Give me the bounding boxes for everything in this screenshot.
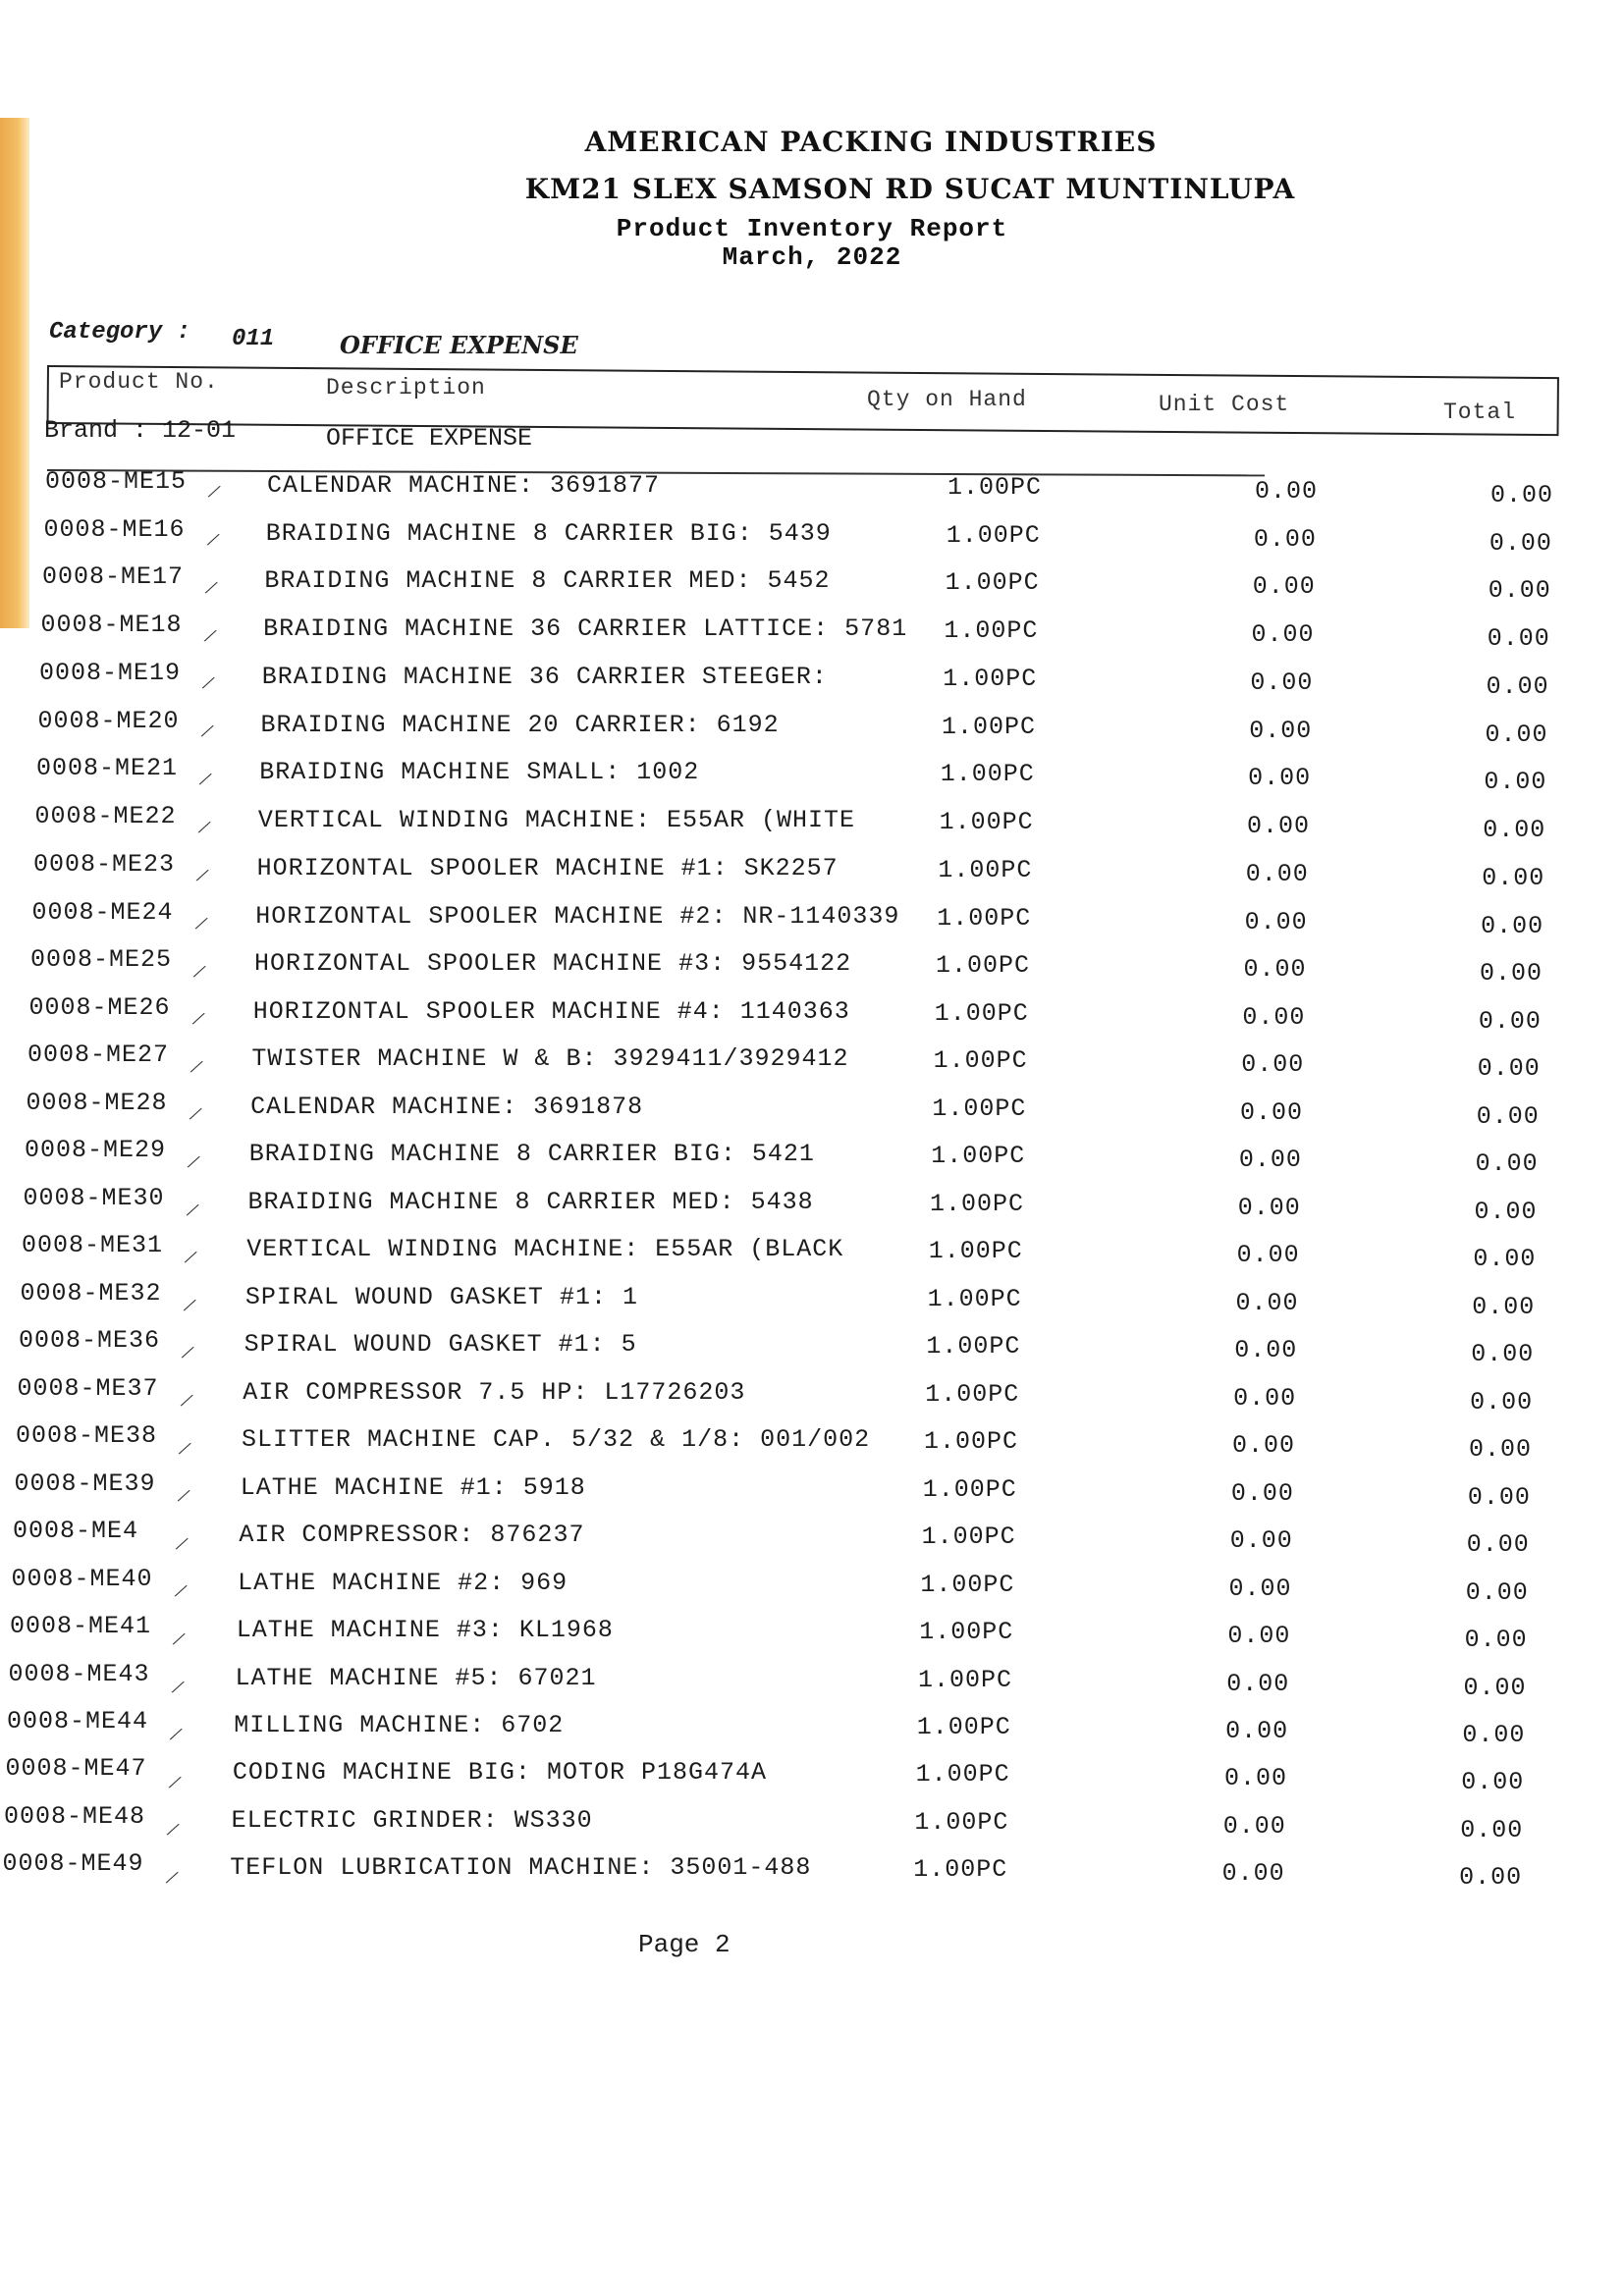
total-cell: 0.00 [1474, 1197, 1538, 1226]
checkmark-icon: ⁄ [186, 1054, 208, 1083]
unit-cost-cell: 0.00 [1221, 1859, 1285, 1889]
unit-cost-cell: 0.00 [1228, 1574, 1292, 1603]
qty-on-hand-cell: 1.00PC [913, 1855, 1008, 1885]
product-no-cell: 0008-ME20 [37, 706, 180, 735]
checkmark-icon: ⁄ [200, 575, 223, 604]
table-row [0, 945, 1624, 990]
total-cell: 0.00 [1467, 1482, 1531, 1512]
description-cell: HORIZONTAL SPOOLER MACHINE #2: NR-1140339 [255, 901, 900, 931]
category-name: OFFICE EXPENSE [340, 331, 578, 359]
description-cell: HORIZONTAL SPOOLER MACHINE #4: 1140363 [252, 996, 850, 1026]
unit-cost-cell: 0.00 [1226, 1669, 1290, 1698]
description-cell: BRAIDING MACHINE 8 CARRIER BIG: 5439 [265, 518, 832, 548]
checkmark-icon: ⁄ [201, 527, 224, 556]
qty-on-hand-cell: 1.00PC [942, 712, 1037, 741]
qty-on-hand-cell: 1.00PC [925, 1379, 1020, 1409]
unit-cost-cell: 0.00 [1240, 1097, 1304, 1127]
table-row [0, 706, 1624, 750]
qty-on-hand-cell: 1.00PC [921, 1522, 1016, 1552]
unit-cost-cell: 0.00 [1249, 716, 1313, 745]
category-code: 011 [232, 326, 275, 352]
total-cell: 0.00 [1470, 1387, 1534, 1416]
product-no-cell: 0008-ME17 [42, 562, 185, 592]
product-no-cell: 0008-ME49 [2, 1849, 144, 1879]
product-no-cell: 0008-ME36 [19, 1326, 161, 1356]
product-no-cell: 0008-ME37 [17, 1373, 159, 1403]
table-row [0, 1517, 1624, 1563]
description-cell: MILLING MACHINE: 6702 [234, 1710, 565, 1739]
unit-cost-cell: 0.00 [1246, 812, 1310, 841]
checkmark-icon: ⁄ [162, 1817, 185, 1845]
description-cell: SPIRAL WOUND GASKET #1: 1 [244, 1282, 638, 1311]
table-row [0, 1468, 1624, 1515]
description-cell: VERTICAL WINDING MACHINE: E55AR (WHITE [257, 806, 855, 835]
product-no-cell: 0008-ME16 [43, 514, 186, 544]
total-cell: 0.00 [1482, 863, 1545, 892]
product-no-cell: 0008-ME28 [26, 1088, 168, 1117]
description-cell: TEFLON LUBRICATION MACHINE: 35001-488 [230, 1853, 812, 1883]
checkmark-icon: ⁄ [198, 622, 221, 652]
total-cell: 0.00 [1476, 1101, 1540, 1131]
checkmark-icon: ⁄ [180, 1245, 202, 1273]
unit-cost-cell: 0.00 [1227, 1622, 1291, 1650]
table-row [0, 1849, 1624, 1896]
table-row [0, 1278, 1624, 1324]
column-header-box [47, 365, 1559, 436]
description-cell: BRAIDING MACHINE 36 CARRIER STEEGER: [261, 662, 828, 691]
table-row [0, 1612, 1624, 1658]
total-cell: 0.00 [1465, 1577, 1529, 1607]
column-header-qty-on-hand: Qty on Hand [867, 387, 1027, 412]
table-row [0, 992, 1624, 1038]
description-cell: BRAIDING MACHINE 20 CARRIER: 6192 [260, 710, 780, 739]
column-header-description: Description [326, 375, 486, 400]
unit-cost-cell: 0.00 [1244, 907, 1308, 936]
unit-cost-cell: 0.00 [1253, 524, 1317, 554]
checkmark-icon: ⁄ [163, 1770, 186, 1798]
checkmark-icon: ⁄ [189, 958, 211, 988]
product-no-cell: 0008-ME30 [23, 1183, 165, 1212]
table-row [0, 562, 1624, 607]
checkmark-icon: ⁄ [160, 1865, 183, 1894]
brand-name: OFFICE EXPENSE [326, 424, 533, 453]
report-date: March, 2022 [722, 242, 902, 272]
product-no-cell: 0008-ME4 [13, 1517, 139, 1546]
table-row [0, 1136, 1624, 1181]
qty-on-hand-cell: 1.00PC [934, 998, 1029, 1028]
qty-on-hand-cell: 1.00PC [931, 1142, 1026, 1171]
product-no-cell: 0008-ME31 [22, 1231, 164, 1260]
qty-on-hand-cell: 1.00PC [926, 1332, 1021, 1362]
table-row [0, 1088, 1624, 1133]
checkmark-icon: ⁄ [178, 1293, 200, 1321]
table-row [0, 1754, 1624, 1801]
product-no-cell: 0008-ME43 [8, 1659, 150, 1688]
product-no-cell: 0008-ME18 [40, 611, 183, 640]
unit-cost-cell: 0.00 [1238, 1146, 1302, 1175]
qty-on-hand-cell: 1.00PC [936, 951, 1031, 981]
total-cell: 0.00 [1489, 528, 1552, 558]
table-row [0, 658, 1624, 702]
product-no-cell: 0008-ME41 [10, 1612, 152, 1641]
unit-cost-cell: 0.00 [1255, 477, 1319, 506]
total-cell: 0.00 [1484, 768, 1547, 797]
checkmark-icon: ⁄ [187, 1006, 209, 1035]
checkmark-icon: ⁄ [191, 863, 214, 891]
checkmark-icon: ⁄ [192, 815, 215, 843]
table-row [0, 467, 1624, 510]
unit-cost-cell: 0.00 [1234, 1336, 1298, 1365]
table-row [0, 802, 1624, 846]
description-cell: HORIZONTAL SPOOLER MACHINE #3: 9554122 [254, 949, 852, 979]
checkmark-icon: ⁄ [172, 1483, 194, 1512]
company-name: AMERICAN PACKING INDUSTRIES [584, 126, 1158, 158]
total-cell: 0.00 [1459, 1863, 1523, 1893]
unit-cost-cell: 0.00 [1229, 1526, 1293, 1556]
qty-on-hand-cell: 1.00PC [914, 1807, 1009, 1837]
total-cell: 0.00 [1462, 1720, 1526, 1749]
checkmark-icon: ⁄ [183, 1149, 205, 1178]
table-row [0, 1326, 1624, 1371]
qty-on-hand-cell: 1.00PC [933, 1046, 1028, 1076]
table-row [0, 849, 1624, 894]
column-header-unit-cost: Unit Cost [1159, 392, 1290, 417]
table-row [0, 1421, 1624, 1468]
description-cell: BRAIDING MACHINE 8 CARRIER MED: 5452 [264, 566, 831, 596]
total-cell: 0.00 [1475, 1149, 1539, 1179]
unit-cost-cell: 0.00 [1241, 1050, 1305, 1080]
total-cell: 0.00 [1487, 624, 1550, 654]
checkmark-icon: ⁄ [177, 1340, 199, 1368]
qty-on-hand-cell: 1.00PC [945, 568, 1040, 598]
checkmark-icon: ⁄ [197, 670, 220, 700]
table-row [0, 1564, 1624, 1610]
qty-on-hand-cell: 1.00PC [924, 1427, 1019, 1457]
qty-on-hand-cell: 1.00PC [944, 616, 1039, 646]
description-cell: AIR COMPRESSOR: 876237 [239, 1521, 585, 1550]
checkmark-icon: ⁄ [189, 910, 212, 939]
total-cell: 0.00 [1471, 1340, 1535, 1369]
table-row [0, 1041, 1624, 1086]
qty-on-hand-cell: 1.00PC [932, 1094, 1027, 1123]
column-header-product-no: Product No. [59, 369, 219, 395]
category-label: Category : [49, 319, 191, 346]
total-cell: 0.00 [1464, 1626, 1528, 1654]
qty-on-hand-cell: 1.00PC [939, 808, 1034, 837]
unit-cost-cell: 0.00 [1251, 620, 1315, 650]
description-cell: BRAIDING MACHINE 8 CARRIER BIG: 5421 [248, 1140, 815, 1169]
total-cell: 0.00 [1460, 1815, 1524, 1844]
product-no-cell: 0008-ME25 [30, 945, 173, 975]
product-no-cell: 0008-ME26 [28, 992, 171, 1022]
product-no-cell: 0008-ME48 [4, 1801, 146, 1831]
description-cell: VERTICAL WINDING MACHINE: E55AR (BLACK [246, 1235, 844, 1264]
checkmark-icon: ⁄ [169, 1578, 191, 1607]
total-cell: 0.00 [1485, 720, 1548, 749]
table-row [0, 1231, 1624, 1276]
description-cell: BRAIDING MACHINE SMALL: 1002 [259, 758, 700, 787]
total-cell: 0.00 [1469, 1435, 1533, 1465]
description-cell: AIR COMPRESSOR 7.5 HP: L17726203 [243, 1377, 746, 1407]
unit-cost-cell: 0.00 [1232, 1431, 1296, 1461]
total-cell: 0.00 [1490, 481, 1554, 509]
unit-cost-cell: 0.00 [1223, 1764, 1287, 1793]
checkmark-icon: ⁄ [181, 1197, 203, 1226]
qty-on-hand-cell: 1.00PC [938, 855, 1033, 884]
product-no-cell: 0008-ME44 [7, 1706, 149, 1735]
qty-on-hand-cell: 1.00PC [947, 473, 1043, 502]
table-row [0, 1183, 1624, 1229]
description-cell: BRAIDING MACHINE 36 CARRIER LATTICE: 5781 [263, 614, 908, 644]
qty-on-hand-cell: 1.00PC [916, 1712, 1011, 1741]
product-no-cell: 0008-ME19 [39, 658, 182, 687]
checkmark-icon: ⁄ [168, 1627, 190, 1655]
company-address: KM21 SLEX SAMSON RD SUCAT MUNTINLUPA [524, 173, 1296, 205]
total-cell: 0.00 [1477, 1054, 1541, 1084]
qty-on-hand-cell: 1.00PC [937, 903, 1032, 933]
qty-on-hand-cell: 1.00PC [943, 664, 1038, 693]
checkmark-icon: ⁄ [175, 1388, 197, 1416]
description-cell: CALENDAR MACHINE: 3691877 [267, 471, 661, 500]
report-title: Product Inventory Report [616, 214, 1008, 243]
description-cell: LATHE MACHINE #3: KL1968 [236, 1616, 614, 1645]
brand-label: Brand : 12-01 [44, 416, 237, 445]
description-cell: SLITTER MACHINE CAP. 5/32 & 1/8: 001/002 [242, 1425, 871, 1455]
checkmark-icon: ⁄ [184, 1101, 206, 1130]
checkmark-icon: ⁄ [165, 1722, 188, 1750]
product-no-cell: 0008-ME27 [27, 1041, 170, 1070]
qty-on-hand-cell: 1.00PC [940, 760, 1035, 789]
product-no-cell: 0008-ME40 [11, 1564, 153, 1593]
unit-cost-cell: 0.00 [1245, 859, 1309, 888]
product-no-cell: 0008-ME24 [31, 897, 174, 927]
product-no-cell: 0008-ME22 [34, 802, 177, 831]
qty-on-hand-cell: 1.00PC [927, 1284, 1022, 1313]
total-cell: 0.00 [1481, 911, 1544, 940]
total-cell: 0.00 [1488, 576, 1551, 606]
product-no-cell: 0008-ME29 [25, 1136, 167, 1165]
total-cell: 0.00 [1472, 1292, 1536, 1321]
product-no-cell: 0008-ME39 [14, 1468, 156, 1498]
table-row [0, 514, 1624, 559]
unit-cost-cell: 0.00 [1236, 1241, 1300, 1270]
table-row [0, 754, 1624, 798]
checkmark-icon: ⁄ [174, 1435, 196, 1465]
description-cell: ELECTRIC GRINDER: WS330 [231, 1805, 593, 1835]
unit-cost-cell: 0.00 [1242, 1002, 1306, 1032]
table-row [0, 611, 1624, 655]
product-no-cell: 0008-ME38 [16, 1421, 158, 1451]
total-cell: 0.00 [1463, 1673, 1527, 1702]
description-cell: CODING MACHINE BIG: MOTOR P18G474A [232, 1758, 767, 1788]
unit-cost-cell: 0.00 [1225, 1716, 1289, 1745]
checkmark-icon: ⁄ [166, 1674, 189, 1703]
unit-cost-cell: 0.00 [1248, 764, 1312, 793]
description-cell: BRAIDING MACHINE 8 CARRIER MED: 5438 [247, 1187, 814, 1216]
unit-cost-cell: 0.00 [1243, 955, 1307, 985]
qty-on-hand-cell: 1.00PC [919, 1618, 1014, 1647]
total-cell: 0.00 [1473, 1245, 1537, 1274]
qty-on-hand-cell: 1.00PC [915, 1760, 1010, 1789]
table-row [0, 1706, 1624, 1753]
checkmark-icon: ⁄ [203, 479, 226, 507]
qty-on-hand-cell: 1.00PC [918, 1665, 1013, 1694]
unit-cost-cell: 0.00 [1252, 572, 1316, 602]
total-cell: 0.00 [1483, 816, 1546, 845]
description-cell: TWISTER MACHINE W & B: 3929411/3929412 [251, 1044, 849, 1074]
table-row [0, 1659, 1624, 1706]
table-row [0, 1801, 1624, 1848]
unit-cost-cell: 0.00 [1235, 1288, 1299, 1317]
unit-cost-cell: 0.00 [1237, 1193, 1301, 1222]
unit-cost-cell: 0.00 [1250, 667, 1314, 697]
checkmark-icon: ⁄ [171, 1531, 193, 1560]
unit-cost-cell: 0.00 [1230, 1478, 1294, 1508]
qty-on-hand-cell: 1.00PC [928, 1237, 1023, 1266]
description-cell: LATHE MACHINE #1: 5918 [240, 1472, 586, 1502]
qty-on-hand-cell: 1.00PC [920, 1570, 1015, 1599]
qty-on-hand-cell: 1.00PC [930, 1189, 1025, 1218]
total-cell: 0.00 [1486, 671, 1549, 701]
unit-cost-cell: 0.00 [1222, 1811, 1286, 1841]
total-cell: 0.00 [1466, 1530, 1530, 1560]
checkmark-icon: ⁄ [194, 767, 217, 795]
description-cell: CALENDAR MACHINE: 3691878 [250, 1092, 644, 1121]
product-no-cell: 0008-ME32 [20, 1278, 162, 1308]
total-cell: 0.00 [1478, 1006, 1542, 1036]
qty-on-hand-cell: 1.00PC [922, 1474, 1017, 1504]
description-cell: HORIZONTAL SPOOLER MACHINE #1: SK2257 [256, 853, 839, 882]
product-no-cell: 0008-ME23 [33, 849, 176, 879]
description-cell: LATHE MACHINE #2: 969 [238, 1568, 568, 1597]
page-number: Page 2 [638, 1930, 731, 1959]
checkmark-icon: ⁄ [195, 719, 218, 747]
total-cell: 0.00 [1461, 1768, 1525, 1797]
product-no-cell: 0008-ME21 [36, 754, 179, 783]
description-cell: LATHE MACHINE #5: 67021 [235, 1663, 597, 1692]
column-header-total: Total [1443, 400, 1517, 425]
qty-on-hand-cell: 1.00PC [946, 520, 1041, 550]
total-cell: 0.00 [1480, 959, 1543, 988]
unit-cost-cell: 0.00 [1233, 1383, 1297, 1413]
table-row [0, 897, 1624, 942]
product-no-cell: 0008-ME47 [5, 1754, 147, 1784]
table-row [0, 1373, 1624, 1419]
product-no-cell: 0008-ME15 [45, 467, 188, 496]
description-cell: SPIRAL WOUND GASKET #1: 5 [244, 1330, 637, 1360]
